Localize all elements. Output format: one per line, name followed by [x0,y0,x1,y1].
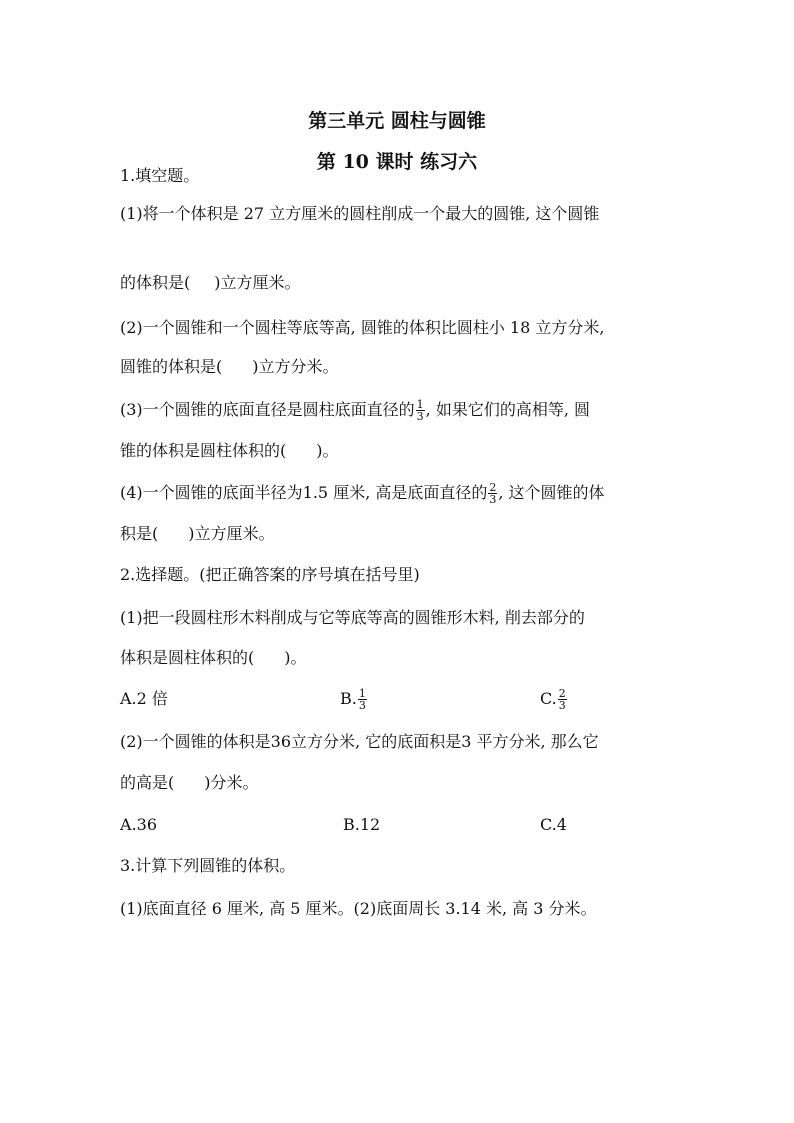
q2-1-line1: (1)把一段圆柱形木料削成与它等底等高的圆锥形木料, 削去部分的 [120,608,585,627]
q1-1-text-b: )立方厘米。 [214,273,301,292]
section1-heading: 1.填空题。 [120,166,200,185]
section2-heading: 2.选择题。(把正确答案的序号填在括号里) [120,565,420,584]
q2-1-option-a[interactable]: A.2 倍 [120,689,168,708]
q1-4-text-b: , 这个圆锥的体 [498,483,605,502]
lesson-title: 第 10 课时 练习六 [316,151,478,173]
q1-4-text-a: (4)一个圆锥的底面半径为1.5 厘米, 高是底面直径的 [120,483,488,502]
q2-2-option-b[interactable]: B.12 [343,815,381,834]
q2-2-line2 [120,772,259,794]
q1-4-line2 [120,523,275,545]
q3-line1: (1)底面直径 6 厘米, 高 5 厘米。(2)底面周长 3.14 米, 高 3 分米。 [120,899,597,918]
fraction-one-third: $\frac{1}{3}$ [358,687,366,712]
q1-2-line1: (2)一个圆锥和一个圆柱等底等高, 圆锥的体积比圆柱小 18 立方分米, [120,318,605,337]
q2-2-option-a[interactable]: A.36 [120,815,157,834]
q1-2-text-a: 圆锥的体积是( [120,357,223,376]
q1-4-text-a2: 积是( [120,524,159,543]
q1-1-line2 [120,272,301,294]
q2-1-line2 [120,647,307,669]
q1-1-text-a: 的体积是( [120,273,191,292]
fraction-two-thirds: $\frac{2}{3}$ [558,687,566,712]
unit-title: 第三单元 圆柱与圆锥 [308,110,486,132]
q2-1-text-a: 体积是圆柱体积的( [120,648,255,667]
q2-2-line1: (2)一个圆锥的体积是36立方分米, 它的底面积是3 平方分米, 那么它 [120,732,599,751]
q2-2-text-a: 的高是( [120,773,175,792]
q2-2-text-b: )分米。 [204,773,259,792]
q1-3-text-b: , 如果它们的高相等, 圆 [425,400,591,419]
q1-3-text-a2: 锥的体积是圆柱体积的( [120,441,287,460]
q1-4-line1 [120,482,605,505]
q1-1-line1: (1)将一个体积是 27 立方厘米的圆柱削成一个最大的圆锥, 这个圆锥 [120,204,600,223]
q2-2-option-c[interactable]: C.4 [540,815,567,834]
q1-4-text-b2: )立方厘米。 [188,524,275,543]
q2-1-option-b[interactable]: B. $\frac{1}{3}$ [340,687,366,712]
q2-1-option-c[interactable]: C. $\frac{2}{3}$ [540,687,566,712]
q1-3-line1 [120,399,590,422]
q1-2-line2 [120,356,339,378]
q1-2-text-b: )立方分米。 [252,357,339,376]
fraction-one-third: $\frac{1}{3}$ [416,398,424,423]
q2-1-text-b: )。 [284,648,307,667]
fraction-two-thirds: $\frac{2}{3}$ [489,481,497,506]
section3-heading: 3.计算下列圆锥的体积。 [120,856,296,875]
q1-3-text-a: (3)一个圆锥的底面直径是圆柱底面直径的 [120,400,415,419]
q1-3-line2 [120,440,339,462]
q1-3-text-b2: )。 [316,441,339,460]
